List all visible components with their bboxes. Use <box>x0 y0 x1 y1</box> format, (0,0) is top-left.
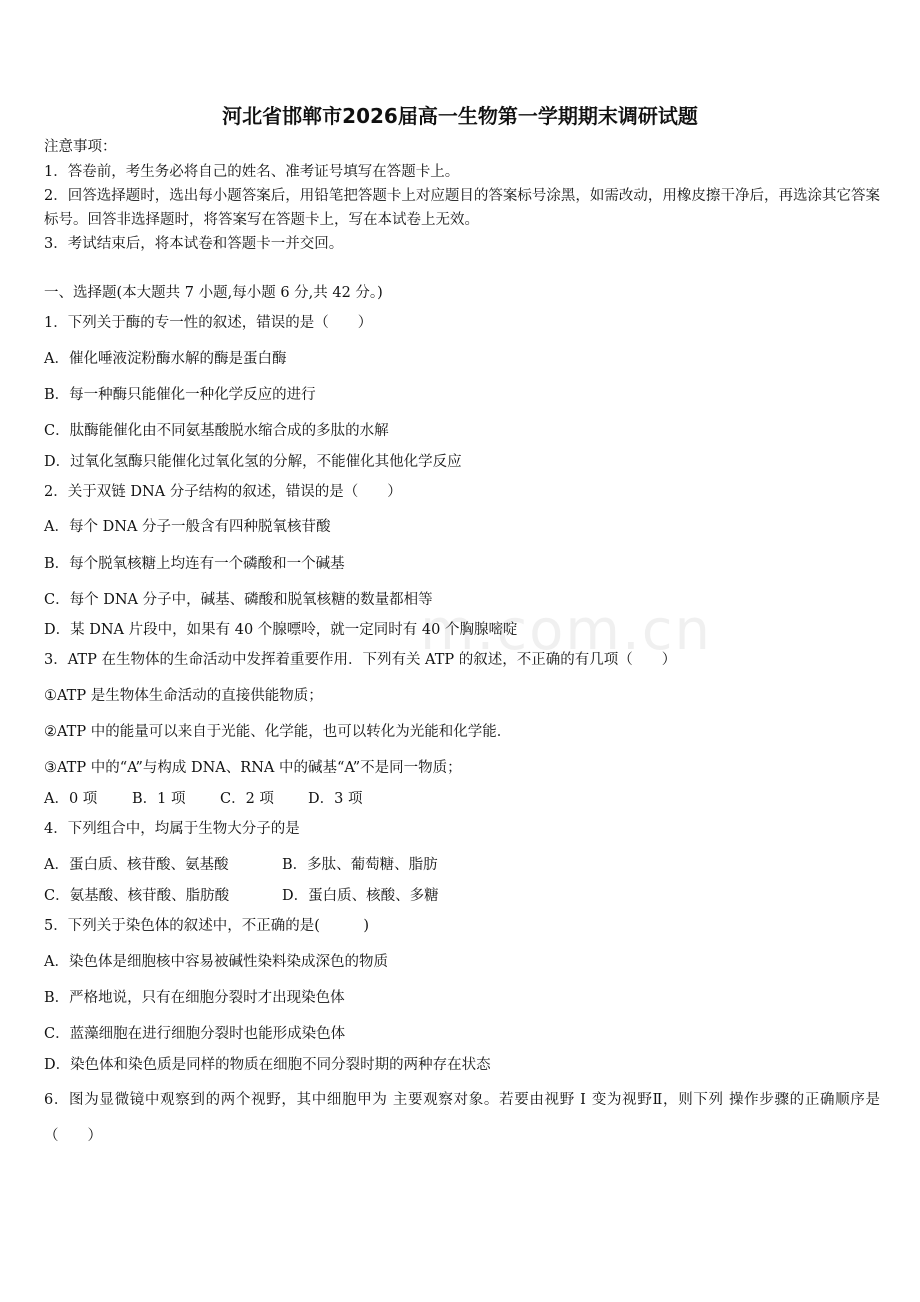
notice-item-3: 3．考试结束后，将本试卷和答题卡一并交回。 <box>44 236 344 252</box>
q6-stem: 6．图为显微镜中观察到的两个视野，其中细胞甲为 主要观察对象。若要由视野 Ⅰ 变为视野Ⅱ，则下列 操作步骤的正确顺序是（ ） <box>44 1092 880 1144</box>
q3-option-b: B．1 项 <box>132 791 186 807</box>
watermark: m.com.cn <box>420 598 713 663</box>
q1-option-b: B．每一种酶只能催化一种化学反应的进行 <box>44 387 316 403</box>
q4-option-a: A．蛋白质、核苷酸、氨基酸 <box>44 857 229 873</box>
notice-item-2: 2．回答选择题时，选出每小题答案后，用铅笔把答题卡上对应题目的答案标号涂黑，如需改动，用橡皮擦干净后，再选涂其它答案标号。回答非选择题时，将答案写在答题卡上，写在本试卷上无效。 <box>44 188 880 228</box>
q2-option-c: C．每个 DNA 分子中，碱基、磷酸和脱氧核糖的数量都相等 <box>44 592 433 608</box>
q3-option-d: D．3 项 <box>308 791 363 807</box>
q5-stem: 5．下列关于染色体的叙述中，不正确的是( ) <box>44 918 370 934</box>
q3-options <box>44 789 362 809</box>
q3-option-a: A．0 项 <box>44 791 98 807</box>
page-title: 河北省邯郸市2026届高一生物第一学期期末调研试题 <box>222 104 698 128</box>
q1-option-c: C．肽酶能催化由不同氨基酸脱水缩合成的多肽的水解 <box>44 423 389 439</box>
q4-options-row-2 <box>44 886 439 906</box>
q3-statement-3: ③ATP 中的“A”与构成 DNA、RNA 中的碱基“A”不是同一物质； <box>44 760 462 776</box>
notice-item-1: 1．答卷前，考生务必将自己的姓名、准考证号填写在答题卡上。 <box>44 164 460 180</box>
q2-stem: 2．关于双链 DNA 分子结构的叙述，错误的是（ ） <box>44 484 402 500</box>
q4-option-c: C．氨基酸、核苷酸、脂肪酸 <box>44 888 230 904</box>
q1-option-d: D．过氧化氢酶只能催化过氧化氢的分解，不能催化其他化学反应 <box>44 454 462 470</box>
q3-option-c: C．2 项 <box>220 791 274 807</box>
q1-stem: 1．下列关于酶的专一性的叙述，错误的是（ ） <box>44 315 373 331</box>
section-heading: 一、选择题(本大题共 7 小题,每小题 6 分,共 42 分。) <box>44 285 383 301</box>
q3-statement-2: ②ATP 中的能量可以来自于光能、化学能，也可以转化为光能和化学能． <box>44 724 512 740</box>
q5-option-c: C．蓝藻细胞在进行细胞分裂时也能形成染色体 <box>44 1026 346 1042</box>
q5-option-b: B．严格地说，只有在细胞分裂时才出现染色体 <box>44 990 345 1006</box>
q4-option-b: B．多肽、葡萄糖、脂肪 <box>282 857 438 873</box>
q5-option-a: A．染色体是细胞核中容易被碱性染料染成深色的物质 <box>44 954 388 970</box>
q4-stem: 4．下列组合中，均属于生物大分子的是 <box>44 821 300 837</box>
q2-option-d: D．某 DNA 片段中，如果有 40 个腺嘌呤，就一定同时有 40 个胸腺嘧啶 <box>44 622 518 638</box>
q2-option-a: A．每个 DNA 分子一般含有四种脱氧核苷酸 <box>44 519 331 535</box>
q4-option-d: D．蛋白质、核酸、多糖 <box>282 888 439 904</box>
q1-option-a: A．催化唾液淀粉酶水解的酶是蛋白酶 <box>44 351 287 367</box>
q2-option-b: B．每个脱氧核糖上均连有一个磷酸和一个碱基 <box>44 556 345 572</box>
q3-stem: 3．ATP 在生物体的生命活动中发挥着重要作用．下列有关 ATP 的叙述，不正确的有几项（ ） <box>44 652 677 668</box>
q4-options-row-1 <box>44 855 438 875</box>
notice-heading: 注意事项： <box>44 139 117 155</box>
q5-option-d: D．染色体和染色质是同样的物质在细胞不同分裂时期的两种存在状态 <box>44 1057 491 1073</box>
q3-statement-1: ①ATP 是生物体生命活动的直接供能物质； <box>44 688 323 704</box>
